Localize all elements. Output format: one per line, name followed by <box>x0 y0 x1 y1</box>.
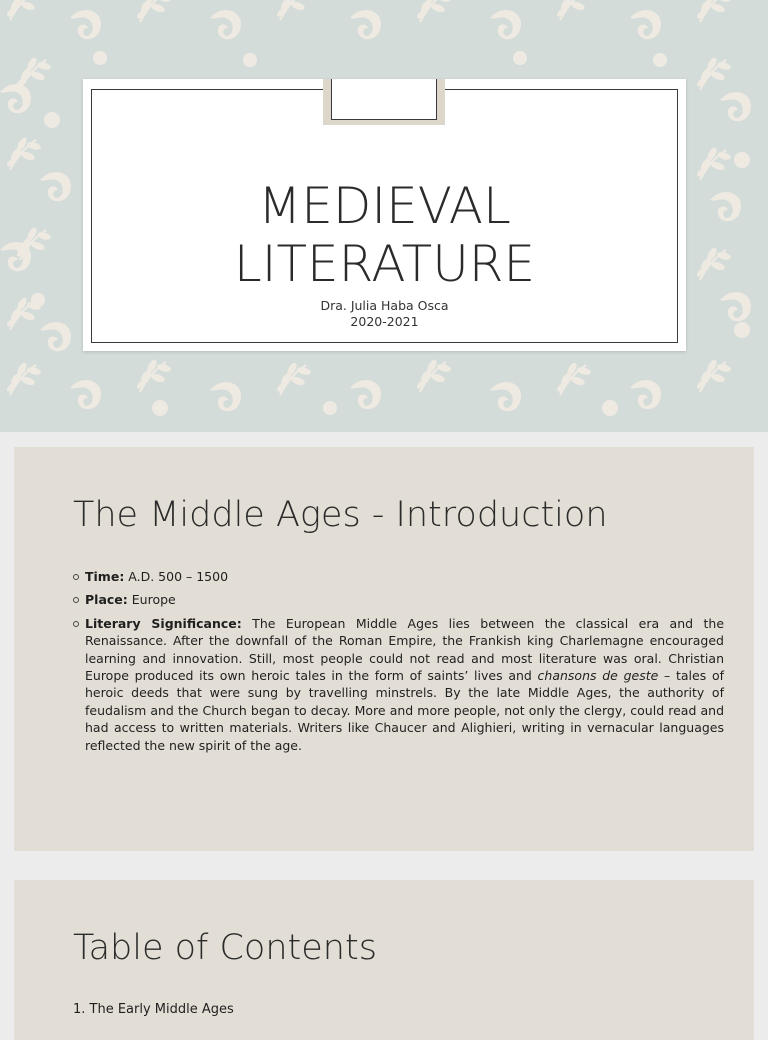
bullet-circle-icon <box>73 597 79 603</box>
bullet-text-continued: – tales of heroic deeds that were sung by travelling minstrels. By the late Middle Ages, the authority of feudalism and the Church began to decay. More and more people, not only the clergy, could read and had access to written materials. Writers like Chaucer and Alighieri, writing in vernacular languages reflected the new spirit of the age. <box>85 668 724 753</box>
main-title-line2: LITERATURE <box>233 235 536 293</box>
bullet-text: The European Middle Ages lies between the classical era and the Renaissance. After the downfall of the Roman Empire, the Frankish king Charlemagne encouraged learning and innovation. Still, most people could not read and most literature was oral. Christian Europe produced its own heroic tales in the form of saints’ lives and <box>85 615 725 684</box>
bullet-time <box>73 568 724 585</box>
intro-bullet-list <box>73 568 724 760</box>
toc-item[interactable]: 1. The Early Middle Ages <box>73 1002 234 1017</box>
bullet-label: Literary Significance: <box>85 615 242 631</box>
bullet-literary-significance <box>73 615 724 754</box>
bullet-text-italic: chansons de geste <box>537 668 659 684</box>
toc-slide <box>14 880 754 1040</box>
bullet-circle-icon <box>73 574 79 580</box>
title-slide <box>0 0 768 432</box>
author-name: Dra. Julia Haba Osca <box>320 298 449 313</box>
toc-heading: Table of Contents <box>73 928 377 968</box>
bullet-label: Place: <box>85 592 128 608</box>
title-tab-inner <box>331 79 437 120</box>
title-tab <box>323 79 445 125</box>
main-title <box>83 177 686 293</box>
bullet-circle-icon <box>73 621 79 627</box>
bullet-text: A.D. 500 – 1500 <box>124 569 229 584</box>
academic-year: 2020-2021 <box>350 314 419 329</box>
title-card <box>83 79 686 351</box>
bullet-place <box>73 591 724 608</box>
intro-slide <box>14 447 754 851</box>
bullet-label: Time: <box>85 569 125 584</box>
bullet-text: Europe <box>127 592 176 608</box>
intro-heading: The Middle Ages - Introduction <box>73 495 608 535</box>
main-title-line1: MEDIEVAL <box>258 177 511 235</box>
